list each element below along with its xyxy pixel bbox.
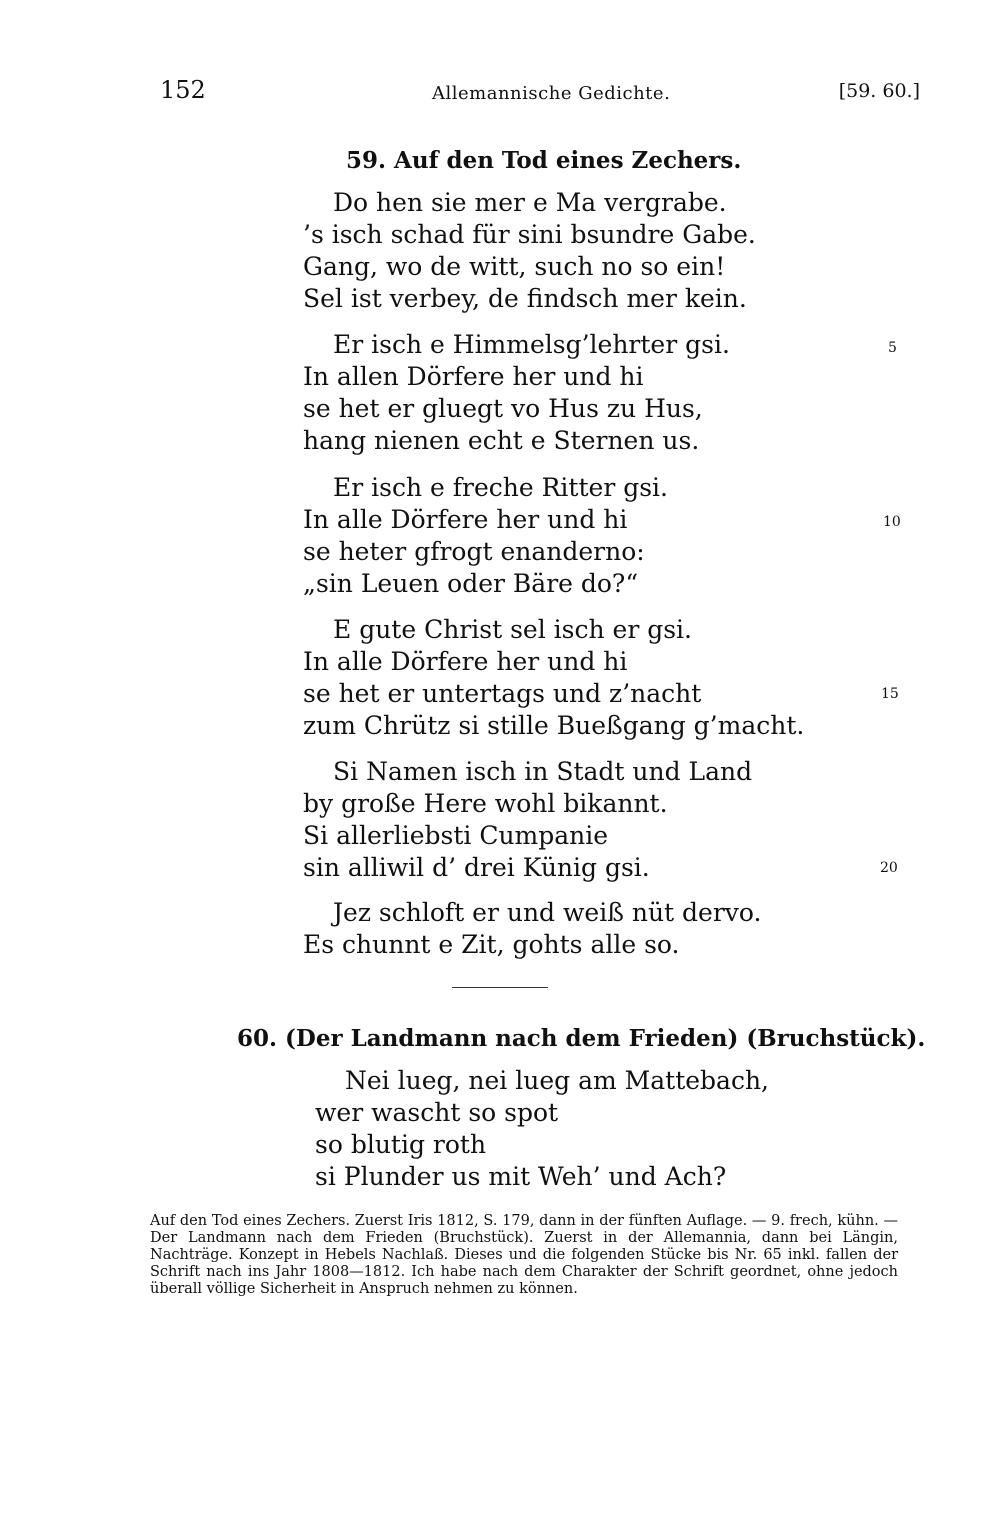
poem-line: „sin Leuen oder Bäre do?“ <box>303 569 639 598</box>
poem-line: Sel ist verbey, de findsch mer kein. <box>303 284 747 313</box>
section-divider <box>452 987 548 988</box>
poem-line: by große Here wohl bikannt. <box>303 789 668 818</box>
page-number: 152 <box>160 76 206 104</box>
poem-line: Gang, wo de witt, such no so ein! <box>303 252 726 281</box>
poem-line: se heter gfrogt enanderno: <box>303 537 645 566</box>
poem-line: Jez schloft er und weiß nüt dervo. <box>333 898 762 927</box>
poem-line: so blutig roth <box>315 1130 487 1159</box>
poem-line: Er isch e freche Ritter gsi. <box>333 473 668 502</box>
poem-line: wer wascht so spot <box>315 1098 559 1127</box>
poem-line: Es chunnt e Zit, gohts alle so. <box>303 930 680 959</box>
poem-line: Do hen sie mer e Ma vergrabe. <box>333 188 727 217</box>
poem-line: Er isch e Himmelsg’lehrter gsi. <box>333 330 730 359</box>
poem-line: sin alliwil d’ drei Künig gsi. <box>303 853 650 882</box>
poem-range: [59. 60.] <box>838 80 920 102</box>
poem-line: Nei lueg, nei lueg am Mattebach, <box>345 1066 769 1095</box>
line-number: 10 <box>883 514 901 530</box>
poem-line: si Plunder us mit Weh’ und Ach? <box>315 1162 727 1191</box>
running-title: Allemannische Gedichte. <box>432 83 671 104</box>
poem-line: E gute Christ sel isch er gsi. <box>333 615 692 644</box>
poem-line: zum Chrütz si stille Bueßgang g’macht. <box>303 711 805 740</box>
poem-line: hang nienen echt e Sternen us. <box>303 426 700 455</box>
poem-line: Si allerliebsti Cumpanie <box>303 821 609 850</box>
line-number: 5 <box>888 340 897 356</box>
poem-line: In alle Dörfere her und hi <box>303 647 628 676</box>
poem-line: se het er gluegt vo Hus zu Hus, <box>303 394 703 423</box>
poem-line: In allen Dörfere her und hi <box>303 362 644 391</box>
line-number: 15 <box>881 686 899 702</box>
poem-line: Si Namen isch in Stadt und Land <box>333 757 753 786</box>
poem-line: ’s isch schad für sini bsundre Gabe. <box>303 220 756 249</box>
poem-59-title: 59. Auf den Tod eines Zechers. <box>346 147 742 174</box>
poem-60-title: 60. (Der Landmann nach dem Frieden) (Bruchstück). <box>237 1025 926 1052</box>
footnotes <box>150 1213 898 1298</box>
line-number: 20 <box>880 860 898 876</box>
footnote-text: Auf den Tod eines Zechers. Zuerst Iris 1812, S. 179, dann in der fünften Auflage. — 9. frech, kühn. — Der Landmann nach dem Frieden (Bruchstück). Zuerst in der Allemannia, dann bei Längin, Nachträge. Konzept in Hebels Nachlaß. Dieses und die folgenden Stücke bis Nr. 65 inkl. fallen der Schrift nach ins Jahr 1808—1812. Ich habe nach dem Charakter der Schrift geordnet, ohne jedoch überall völlige Sicherheit in Anspruch nehmen zu können. <box>150 1213 898 1297</box>
poem-line: se het er untertags und z’nacht <box>303 679 702 708</box>
poem-line: In alle Dörfere her und hi <box>303 505 628 534</box>
